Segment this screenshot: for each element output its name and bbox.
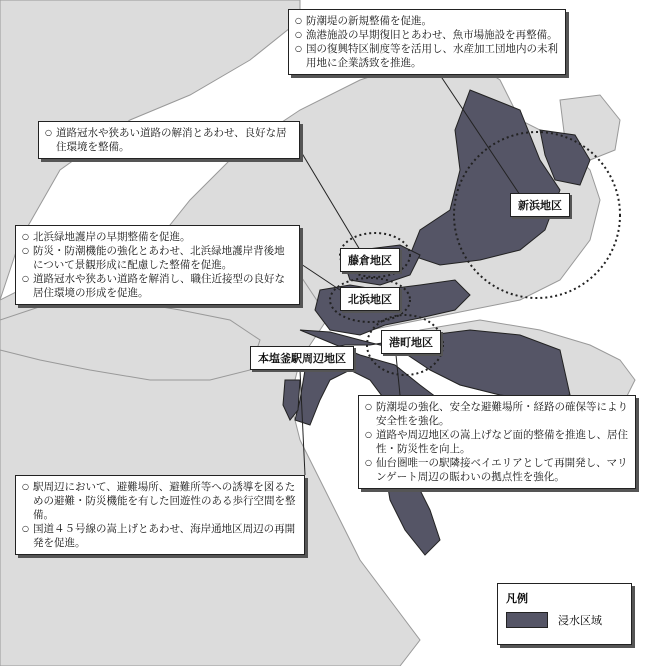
callout-item: ○ 漁港施設の早期復旧とあわせ、魚市場施設を再整備。 <box>295 28 559 42</box>
callout-item: ○ 防潮堤の強化、安全な避難場所・経路の確保等により安全性を強化。 <box>365 400 629 428</box>
callout-item: ○ 防災・防潮機能の強化とあわせ、北浜緑地護岸背後地について景観形成に配慮した整備を促進。 <box>22 244 293 272</box>
legend-title: 凡例 <box>506 592 528 605</box>
callout-upper-left <box>38 121 300 159</box>
legend-swatch <box>506 612 548 628</box>
callout-item: ○ 防潮堤の新規整備を促進。 <box>295 14 559 28</box>
callout-middle-left <box>15 225 300 305</box>
legend-item-label: 浸水区域 <box>558 614 602 627</box>
callout-item: ○ 道路冠水や狭あい道路の解消とあわせ、良好な居住環境を整備。 <box>45 126 293 154</box>
district-label-kitahama: 北浜地区 <box>340 287 400 311</box>
callout-item: ○ 仙台圏唯一の駅隣接ベイエリアとして再開発し、マリンゲート周辺の賑わいの拠点性を強化。 <box>365 456 629 484</box>
district-label-minatomachi: 港町地区 <box>381 330 441 354</box>
district-label-shinhama: 新浜地区 <box>510 193 570 217</box>
callout-item: ○ 国の復興特区制度等を活用し、水産加工団地内の未利用地に企業誘致を推進。 <box>295 42 559 70</box>
callout-lower-right <box>358 395 636 489</box>
callout-item: ○ 道路や周辺地区の嵩上げなど面的整備を推進し、居住性・防災性を向上。 <box>365 428 629 456</box>
callout-bottom-left <box>15 475 305 555</box>
callout-top-right <box>288 9 566 75</box>
callout-item: ○ 国道４５号線の嵩上げとあわせ、海岸通地区周辺の再開発を促進。 <box>22 522 298 550</box>
callout-item: ○ 道路冠水や狭あい道路を解消し、職住近接型の良好な居住環境の形成を促進。 <box>22 272 293 300</box>
legend-row <box>506 612 623 628</box>
callout-item: ○ 北浜緑地護岸の早期整備を促進。 <box>22 230 293 244</box>
district-label-tokura: 藤倉地区 <box>340 248 400 272</box>
map-legend <box>497 583 632 645</box>
district-label-hon-shiogama: 本塩釜駅周辺地区 <box>250 346 354 370</box>
callout-item: ○ 駅周辺において、避難場所、避難所等への誘導を図るための避難・防災機能を有した回遊性のある歩行空間を整備。 <box>22 480 298 522</box>
